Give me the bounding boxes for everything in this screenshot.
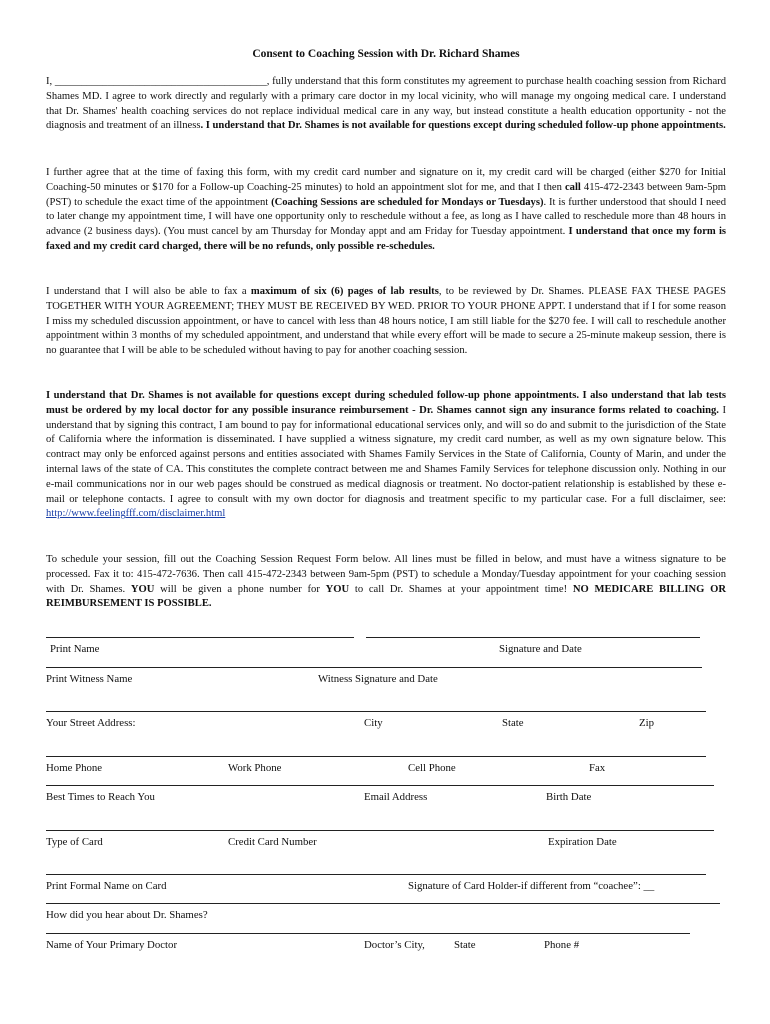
doctor-line[interactable] <box>46 933 690 934</box>
p3-text-a: I understand that I will also be able to fax a <box>46 286 251 297</box>
p5-bold-you-2: YOU <box>325 583 350 595</box>
expiration-label: Expiration Date <box>548 836 617 848</box>
p5-text-c: will be given a phone number for <box>154 583 326 595</box>
card-line[interactable] <box>46 830 714 831</box>
document-title: Consent to Coaching Session with Dr. Richard Shames <box>252 48 520 60</box>
street-address-label: Your Street Address: <box>46 717 136 729</box>
referral-line[interactable] <box>46 903 720 904</box>
print-name-line[interactable] <box>46 637 354 638</box>
phone-line[interactable] <box>46 756 706 757</box>
fax-label: Fax <box>589 762 606 774</box>
signature-date-label: Signature and Date <box>499 643 582 655</box>
holder-signature-label: Signature of Card Holder-if different from “coachee”: __ <box>408 880 655 892</box>
card-type-label: Type of Card <box>46 836 103 848</box>
best-times-label: Best Times to Reach You <box>46 791 155 803</box>
p2-text-e: . It is further understood that should I need to later change my appointment time, I will have one opportunity only to reschedule without a fee, as long as I have called to reschedule more than 48 hours in advance (2 business days). (You must cancel by am Thursday for Monday appt and am Friday for Tuesday appointment. <box>46 196 727 238</box>
p2-bold-call: call <box>564 181 581 193</box>
p5-bold-medicare: NO MEDICARE BILLING OR REIMBURSEMENT IS POSSIBLE. <box>46 583 726 610</box>
card-name-line[interactable] <box>46 874 706 875</box>
work-phone-label: Work Phone <box>228 762 282 774</box>
p4-text: I understand that by signing this contract, I am bound to pay for informational educational services only, and will so do and submit to the jurisdiction of the State of California where the information is disseminated. I have supplied a witness signature, my credit card number, as well as my own signature below. This contract may only be enforced against persons and entities associated with Shames Family Services in the State of California, County of Marin, and under the internal laws of the state of CA. This constitutes the complete contract between me and Shames Family Services for telephone discussion only. Nothing in our e-mail communications nor in our web pages should be construed as medical diagnosis or treatment. No doctor-patient relationship is established by these e-mail or telephone contacts. I agree to consult with my own doctor for diagnosis and treatment specific to my particular case. For a full disclaimer, see: <box>46 404 726 505</box>
p5-bold-you-1: YOU <box>130 583 155 595</box>
print-name-label: Print Name <box>50 643 100 655</box>
doctor-phone-label: Phone # <box>544 939 580 951</box>
doctor-state-label: State <box>454 939 476 951</box>
p1-text: I, ________________________________________, fully understand that this form constitutes my agreement to purchase health coaching session from Richard Shames MD. I agree to work directly and regularly with a primary care doctor in my local vicinity, who will manage my ongoing medical care. I understand that Dr. Shames' health coaching services do not replace individual medical care in any way, but instead constitute a health education opportunity - not the diagnosis and treatment of an illness <box>46 76 726 132</box>
p4-bold: I understand that Dr. Shames is not available for questions except during scheduled follow-up phone appointments. I also understand that lab tests must be ordered by my local doctor for any possible insurance reimbursement - Dr. Shames cannot sign any insurance forms related to coaching. <box>46 390 726 416</box>
print-witness-label: Print Witness Name <box>46 673 133 685</box>
name-on-card-label: Print Formal Name on Card <box>46 880 167 892</box>
p2-bold-refunds: I understand that once my form is faxed and my credit card charged, there will be no refunds, only possible re-schedules. <box>46 226 727 252</box>
paragraph-contract <box>46 389 726 522</box>
p3-bold: maximum of six (6) pages of lab results <box>250 286 439 297</box>
p2-bold-days: (Coaching Sessions are scheduled for Mondays or Tuesdays) <box>271 196 544 208</box>
p1-bold: . I understand that Dr. Shames is not available for questions except during scheduled follow-up phone appointments. <box>200 120 726 132</box>
signature-date-line[interactable] <box>366 637 700 638</box>
address-line[interactable] <box>46 711 706 712</box>
p2-text-a: I further agree that at the time of faxing this form, with my credit card number and signature on it, my credit card will be charged (either $270 for Initial Coaching-50 minutes or $170 for a Follow-up Coaching-25 minutes) to hold an appointment slot for me, and that I then <box>46 167 726 193</box>
paragraph-payment <box>46 166 726 255</box>
home-phone-label: Home Phone <box>46 762 103 774</box>
p5-text-a: To schedule your session, fill out the Coaching Session Request Form below. All lines must be filled in below, and must have a witness signature to be processed. Fax it to: 415-472-7636. Then call 415-472-2343 between 9am-5pm (PST) to schedule a Monday/Tuesday appointment for your coaching session with Dr. Shames. <box>46 554 726 595</box>
primary-doctor-label: Name of Your Primary Doctor <box>46 939 178 951</box>
cell-phone-label: Cell Phone <box>408 762 456 774</box>
state-label: State <box>502 717 524 729</box>
p3-text-c: , to be reviewed by Dr. Shames. PLEASE FAX THESE PAGES TOGETHER WITH YOUR AGREEMENT; THEY MUST BE RECEIVED BY WED. PRIOR TO YOUR PHONE APPT. I understand that if I for some reason I miss my scheduled discussion appointment, or have to cancel with less than 48 hours notice, I am still liable for the $270 fee. I will call to reschedule another appointment within 3 months of my scheduled appointment, and understand that while every effort will be made to secure a 25-minute makeup session, there is no guarantee that I will be able to be scheduled without having to pay for another coaching session. <box>46 286 726 357</box>
city-label: City <box>364 717 383 729</box>
p2-text-c: 415-472-2343 between 9am-5pm (PST) to schedule the exact time of the appointment <box>46 181 726 208</box>
birth-date-label: Birth Date <box>546 791 592 803</box>
paragraph-lab-results <box>46 285 726 359</box>
card-number-label: Credit Card Number <box>228 836 317 848</box>
email-label: Email Address <box>364 791 428 803</box>
referral-label: How did you hear about Dr. Shames? <box>46 909 208 921</box>
paragraph-schedule <box>46 553 726 612</box>
disclaimer-link[interactable]: http://www.feelingfff.com/disclaimer.html <box>46 508 226 520</box>
witness-signature-label: Witness Signature and Date <box>318 673 438 685</box>
paragraph-agreement <box>46 75 726 134</box>
witness-line[interactable] <box>46 667 702 668</box>
contact-line[interactable] <box>46 785 714 786</box>
zip-label: Zip <box>639 717 654 729</box>
p5-text-e: to call Dr. Shames at your appointment time! <box>349 583 573 595</box>
doctor-city-label: Doctor’s City, <box>364 939 425 951</box>
